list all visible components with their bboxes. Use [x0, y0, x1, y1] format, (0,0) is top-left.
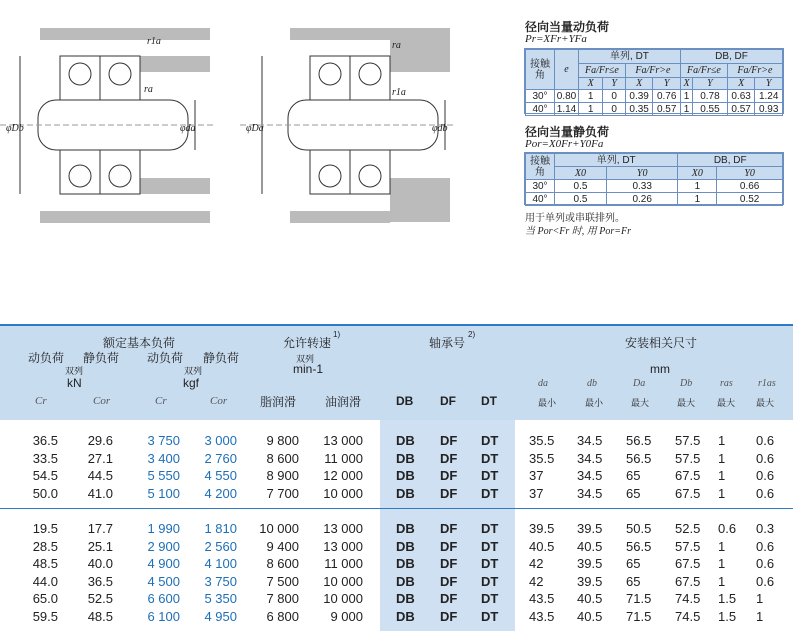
table-cell: 40.5 [577, 609, 603, 624]
table-cell: DB [396, 574, 415, 589]
static-row [526, 193, 783, 206]
table-cell: 34.5 [577, 433, 603, 448]
table-cell: 0.6 [756, 539, 775, 554]
table-cell: DT [481, 539, 499, 554]
th-x0: X0 [555, 167, 607, 180]
table-cell: 27.1 [87, 451, 113, 466]
table-cell: 4 200 [204, 486, 237, 501]
hdr-r1as: r1as [758, 378, 776, 389]
table-cell: DB [396, 468, 415, 483]
table-cell: 10 000 [323, 591, 363, 606]
table-cell: 9 000 [330, 609, 363, 624]
table-cell: 67.5 [675, 574, 701, 589]
table-cell: 34.5 [577, 468, 603, 483]
table-cell: 4 950 [204, 609, 237, 624]
table-cell: 56.5 [626, 451, 652, 466]
table-cell: 40.0 [87, 556, 113, 571]
table-cell: 67.5 [675, 468, 701, 483]
static-row [526, 180, 783, 193]
th-cond1b: Fa/Fr≤e [680, 64, 727, 78]
table-row [0, 555, 793, 573]
table-cell: DB [396, 591, 415, 606]
table-cell: DF [440, 556, 458, 571]
cell: 40° [526, 193, 555, 206]
th-x: X [727, 78, 755, 90]
table-cell: 8 600 [266, 556, 299, 571]
hdr-Da: Da [633, 378, 646, 389]
label-r1a: r1a [147, 36, 161, 47]
table-cell: DF [440, 591, 458, 606]
table-cell: 52.5 [675, 521, 701, 536]
table-cell: 67.5 [675, 556, 701, 571]
hdr-speed-double: 双列 [296, 354, 315, 364]
cell: 0.5 [555, 193, 607, 206]
hdr-df: DF [440, 394, 456, 408]
hdr-cr2: Cr [155, 395, 167, 407]
th-y0: Y0 [717, 167, 783, 180]
cell: 1.14 [555, 103, 579, 116]
table-cell: 40.5 [577, 539, 603, 554]
table-cell: 4 550 [204, 468, 237, 483]
table-cell: 1 [756, 591, 764, 606]
table-cell: 3 750 [204, 574, 237, 589]
table-row [0, 432, 793, 450]
table-cell: 5 100 [147, 486, 180, 501]
dyn-row [526, 103, 783, 116]
cell: 0.57 [653, 103, 681, 116]
hdr-max-4: 最大 [756, 398, 775, 408]
hdr-cor2: Cor [210, 395, 228, 407]
cell: 1.24 [755, 90, 783, 103]
table-cell: 65 [626, 556, 641, 571]
table-cell: 57.5 [675, 539, 701, 554]
hdr-da: da [538, 378, 548, 389]
table-cell: 35.5 [529, 433, 555, 448]
table-cell: DT [481, 521, 499, 536]
hdr-min-2: 最小 [585, 398, 604, 408]
table-cell: 39.5 [577, 521, 603, 536]
table-cell: 17.7 [87, 521, 113, 536]
table-cell: 8 900 [266, 468, 299, 483]
hdr-dyn1: 动负荷 [28, 351, 65, 365]
label-ra: ra [144, 84, 153, 95]
hdr-rated-load: 额定基本负荷 [103, 336, 176, 350]
th-cond2: Fa/Fr>e [625, 64, 680, 78]
table-cell: 54.5 [32, 468, 58, 483]
cell: 1 [678, 180, 717, 193]
table-cell: 42 [529, 574, 544, 589]
cell: 0.39 [625, 90, 653, 103]
table-cell: DF [440, 486, 458, 501]
table-cell: 1 990 [147, 521, 180, 536]
table-cell: 1 [718, 468, 726, 483]
table-cell: 4 500 [147, 574, 180, 589]
table-cell: 7 700 [266, 486, 299, 501]
table-cell: DT [481, 574, 499, 589]
table-cell: 19.5 [32, 521, 58, 536]
hdr-speed: 允许转速 [283, 336, 332, 350]
table-cell: 39.5 [577, 574, 603, 589]
table-cell: DF [440, 574, 458, 589]
table-cell: DB [396, 539, 415, 554]
cell: 0.66 [717, 180, 783, 193]
table-cell: 44.0 [32, 574, 58, 589]
static-load-formula: Por=X0Fr+Y0Fa [525, 138, 604, 150]
table-cell: 11 000 [324, 556, 363, 571]
table-cell: 57.5 [675, 451, 701, 466]
table-cell: 0.6 [756, 451, 775, 466]
table-cell: 48.5 [32, 556, 58, 571]
table-cell: DB [396, 609, 415, 624]
th-x0: X0 [678, 167, 717, 180]
table-cell: 1 [718, 433, 726, 448]
hdr-stat2: 静负荷 [203, 351, 240, 365]
table-cell: 33.5 [32, 451, 58, 466]
table-cell: DT [481, 609, 499, 624]
hdr-speed-unit: min-1 [293, 362, 324, 376]
table-cell: 2 560 [204, 539, 237, 554]
static-load-title: 径向当量静负荷 [525, 125, 610, 139]
table-cell: 40.5 [577, 591, 603, 606]
table-cell: 65 [626, 486, 641, 501]
label-r1a-2: r1a [392, 87, 406, 98]
table-cell: 13 000 [323, 521, 363, 536]
table-cell: 37 [529, 486, 544, 501]
table-cell: 1 [718, 574, 726, 589]
label-Da: φDa [246, 123, 264, 134]
table-cell: DF [440, 468, 458, 483]
dyn-load-table [524, 48, 784, 114]
table-row [0, 608, 793, 626]
hdr-double1: 双列 [65, 366, 84, 376]
table-cell: 10 000 [259, 521, 299, 536]
hdr-min-1: 最小 [538, 398, 557, 408]
table-row [0, 590, 793, 608]
table-cell: 1 [756, 609, 764, 624]
hdr-grease: 脂润滑 [260, 395, 297, 409]
table-cell: 3 750 [147, 433, 180, 448]
table-row [0, 538, 793, 556]
table-cell: DB [396, 486, 415, 501]
th-cond1: Fa/Fr≤e [579, 64, 626, 78]
table-cell: 40.5 [529, 539, 555, 554]
table-cell: 29.6 [87, 433, 113, 448]
th-double: DB, DF [678, 154, 783, 167]
table-cell: 56.5 [626, 433, 652, 448]
table-cell: 9 400 [266, 539, 299, 554]
table-cell: DT [481, 591, 499, 606]
table-cell: 1 [718, 486, 726, 501]
cell: 30° [526, 180, 555, 193]
table-cell: 6 800 [266, 609, 299, 624]
table-cell: 44.5 [87, 468, 113, 483]
table-cell: DB [396, 433, 415, 448]
table-cell: 1.5 [718, 609, 737, 624]
table-cell: 0.6 [756, 433, 775, 448]
th-x: X [625, 78, 653, 90]
table-cell: 8 600 [266, 451, 299, 466]
table-cell: 5 550 [147, 468, 180, 483]
table-cell: 65.0 [32, 591, 58, 606]
table-cell: DF [440, 451, 458, 466]
table-cell: 41.0 [87, 486, 113, 501]
table-cell: 43.5 [529, 591, 555, 606]
table-cell: 0.6 [756, 486, 775, 501]
table-cell: 13 000 [323, 539, 363, 554]
table-cell: 6 600 [147, 591, 180, 606]
table-cell: 71.5 [626, 591, 652, 606]
th-x: X [680, 78, 692, 90]
table-cell: 4 100 [204, 556, 237, 571]
table-cell: DB [396, 451, 415, 466]
hdr-oil: 油润滑 [325, 395, 362, 409]
table-cell: 7 800 [266, 591, 299, 606]
table-cell: DF [440, 433, 458, 448]
dyn-row [526, 90, 783, 103]
th-double: DB, DF [680, 50, 782, 64]
table-cell: 0.6 [718, 521, 737, 536]
cell: 0.80 [555, 90, 579, 103]
hdr-stat1: 静负荷 [83, 351, 120, 365]
hdr-bearing-note: 2) [468, 330, 476, 339]
cell: 1 [680, 90, 692, 103]
table-cell: 12 000 [323, 468, 363, 483]
table-cell: 52.5 [87, 591, 113, 606]
hdr-cr1: Cr [35, 395, 47, 407]
table-cell: DF [440, 521, 458, 536]
table-cell: 42 [529, 556, 544, 571]
cell: 0.52 [717, 193, 783, 206]
table-cell: DT [481, 556, 499, 571]
table-cell: 9 800 [266, 433, 299, 448]
label-ra-2: ra [392, 40, 401, 51]
cell: 0.78 [693, 90, 728, 103]
dyn-load-title: 径向当量动负荷 [525, 20, 610, 34]
th-y: Y [693, 78, 728, 90]
hdr-dt: DT [481, 394, 497, 408]
th-y0: Y0 [606, 167, 677, 180]
th-contact: 接触角 [526, 50, 555, 90]
th-single: 单列, DT [579, 50, 681, 64]
th-contact: 接触角 [526, 154, 555, 180]
th-x: X [579, 78, 603, 90]
table-cell: DT [481, 433, 499, 448]
table-cell: 0.6 [756, 574, 775, 589]
table-cell: 28.5 [32, 539, 58, 554]
th-y: Y [603, 78, 626, 90]
group-separator [0, 508, 793, 509]
hdr-mm: mm [650, 362, 670, 376]
table-row [0, 573, 793, 591]
table-cell: 1.5 [718, 591, 737, 606]
cell: 0.5 [555, 180, 607, 193]
table-cell: 50.0 [32, 486, 58, 501]
bearing-diagram-df [240, 18, 455, 233]
static-note-1: 用于单列或串联排列。 [525, 213, 625, 224]
cell: 0.93 [755, 103, 783, 116]
table-cell: 56.5 [626, 539, 652, 554]
table-row [0, 450, 793, 468]
hdr-cor1: Cor [93, 395, 111, 407]
hdr-Db: Db [680, 378, 693, 389]
label-Db: φDb [6, 123, 24, 134]
cell: 0.76 [653, 90, 681, 103]
table-cell: 0.6 [756, 556, 775, 571]
th-y: Y [755, 78, 783, 90]
hdr-unit-kgf: kgf [183, 376, 200, 390]
table-cell: DT [481, 486, 499, 501]
cell: 1 [579, 103, 603, 116]
table-cell: 1 [718, 556, 726, 571]
hdr-unit-kn: kN [67, 376, 82, 390]
label-db: φdb [432, 123, 448, 134]
table-cell: 39.5 [577, 556, 603, 571]
table-cell: 13 000 [323, 433, 363, 448]
table-cell: DF [440, 609, 458, 624]
cell: 0.35 [625, 103, 653, 116]
table-cell: 34.5 [577, 486, 603, 501]
table-cell: 25.1 [87, 539, 113, 554]
cell: 0.55 [693, 103, 728, 116]
table-cell: 74.5 [675, 591, 701, 606]
table-cell: 36.5 [87, 574, 113, 589]
table-cell: 65 [626, 468, 641, 483]
cell: 0.63 [727, 90, 755, 103]
table-cell: 71.5 [626, 609, 652, 624]
table-cell: 7 500 [266, 574, 299, 589]
table-cell: 43.5 [529, 609, 555, 624]
hdr-db: DB [396, 394, 414, 408]
table-cell: 10 000 [323, 486, 363, 501]
table-cell: 67.5 [675, 486, 701, 501]
table-row [0, 467, 793, 485]
table-cell: 10 000 [323, 574, 363, 589]
th-single: 单列, DT [555, 154, 678, 167]
table-cell: DB [396, 556, 415, 571]
cell: 0.57 [727, 103, 755, 116]
table-cell: DT [481, 451, 499, 466]
hdr-bearing-no: 轴承号 [429, 336, 466, 350]
table-cell: 48.5 [87, 609, 113, 624]
cell: 40° [526, 103, 555, 116]
hdr-speed-note: 1) [333, 330, 341, 339]
table-cell: 3 000 [204, 433, 237, 448]
table-cell: 0.3 [756, 521, 775, 536]
cell: 0 [603, 90, 626, 103]
table-cell: 37 [529, 468, 544, 483]
table-cell: 5 350 [204, 591, 237, 606]
cell: 0.26 [606, 193, 677, 206]
cell: 1 [579, 90, 603, 103]
static-load-table [524, 152, 784, 205]
table-cell: 1 810 [204, 521, 237, 536]
table-cell: 65 [626, 574, 641, 589]
table-cell: DB [396, 521, 415, 536]
table-row [0, 485, 793, 503]
table-cell: 35.5 [529, 451, 555, 466]
hdr-max-2: 最大 [677, 398, 696, 408]
cell: 0.33 [606, 180, 677, 193]
cell: 1 [678, 193, 717, 206]
hdr-ras: ras [720, 378, 733, 389]
hdr-dyn2: 动负荷 [147, 351, 184, 365]
table-cell: 50.5 [626, 521, 652, 536]
table-cell: 4 900 [147, 556, 180, 571]
hdr-max-3: 最大 [717, 398, 736, 408]
table-cell: 57.5 [675, 433, 701, 448]
table-cell: 59.5 [32, 609, 58, 624]
cell: 1 [680, 103, 692, 116]
label-da: φda [180, 123, 196, 134]
table-cell: 6 100 [147, 609, 180, 624]
table-cell: 3 400 [147, 451, 180, 466]
table-cell: 39.5 [529, 521, 555, 536]
table-cell: 2 900 [147, 539, 180, 554]
table-cell: 34.5 [577, 451, 603, 466]
table-cell: 11 000 [324, 451, 363, 466]
table-cell: 0.6 [756, 468, 775, 483]
th-y: Y [653, 78, 681, 90]
table-cell: 1 [718, 451, 726, 466]
table-cell: DF [440, 539, 458, 554]
table-cell: 36.5 [32, 433, 58, 448]
cell: 30° [526, 90, 555, 103]
cell: 0 [603, 103, 626, 116]
table-row [0, 520, 793, 538]
th-e: e [555, 50, 579, 90]
table-cell: 2 760 [204, 451, 237, 466]
static-note-2: 当 Por<Fr 时, 用 Por=Fr [525, 226, 631, 237]
hdr-double2: 双列 [184, 366, 203, 376]
th-cond2b: Fa/Fr>e [727, 64, 782, 78]
hdr-db-s: db [587, 378, 597, 389]
table-cell: 74.5 [675, 609, 701, 624]
dyn-load-formula: Pr=XFr+YFa [525, 33, 587, 45]
hdr-install: 安装相关尺寸 [625, 336, 698, 350]
hdr-max-1: 最大 [631, 398, 650, 408]
table-cell: 1 [718, 539, 726, 554]
table-cell: DT [481, 468, 499, 483]
